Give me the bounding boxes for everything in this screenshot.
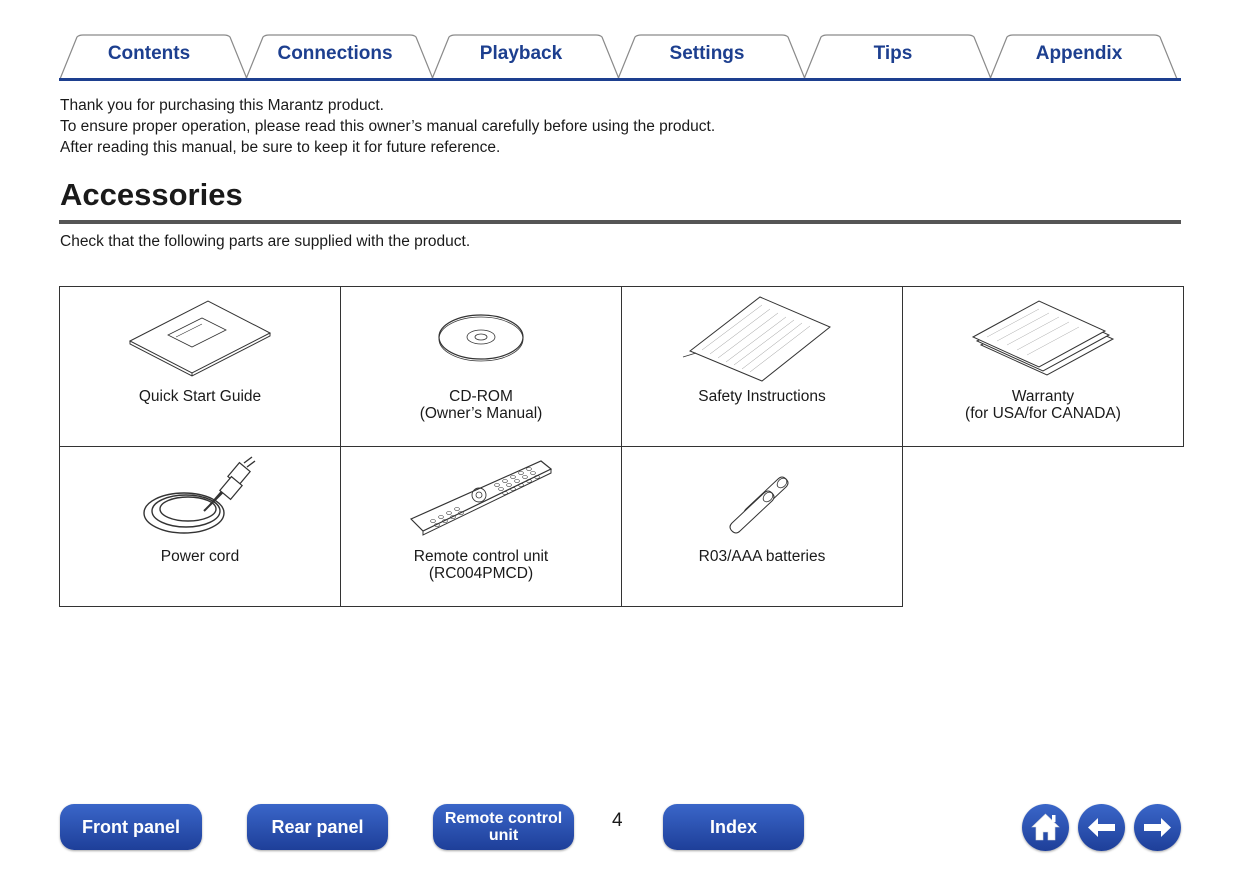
arrow-right-icon xyxy=(1134,804,1181,851)
tab-bar xyxy=(0,0,1240,84)
accessory-cell xyxy=(341,447,622,607)
remote-control-icon xyxy=(341,453,621,543)
accessory-cell xyxy=(60,287,341,447)
forward-button[interactable] xyxy=(1134,804,1181,851)
remote-control-unit-button[interactable] xyxy=(433,804,574,850)
accessory-name: CD-ROM xyxy=(449,388,513,405)
accessory-name: Power cord xyxy=(160,548,240,565)
section-intro: Check that the following parts are supplied with the product. xyxy=(60,233,471,250)
tab-connections[interactable]: Connections xyxy=(277,43,393,64)
section-title: Accessories xyxy=(60,177,243,212)
home-button[interactable] xyxy=(1022,804,1069,851)
accessory-cell xyxy=(622,447,903,607)
tab-playback[interactable]: Playback xyxy=(479,43,563,64)
empty-cell xyxy=(903,447,1184,607)
button-label: Remote control xyxy=(444,810,563,827)
index-button[interactable]: Index xyxy=(663,804,804,850)
accessory-detail: (Owner’s Manual) xyxy=(419,405,543,422)
tab-tips[interactable]: Tips xyxy=(873,43,913,64)
safety-instructions-icon xyxy=(622,293,902,383)
tab-contents[interactable]: Contents xyxy=(107,43,191,64)
back-button[interactable] xyxy=(1078,804,1125,851)
home-icon xyxy=(1022,804,1069,851)
quick-start-guide-icon xyxy=(60,293,340,383)
tab-settings[interactable]: Settings xyxy=(669,43,745,64)
tab-appendix[interactable]: Appendix xyxy=(1035,43,1123,64)
warranty-icon xyxy=(903,293,1183,383)
accessory-name: Safety Instructions xyxy=(698,388,826,405)
intro-line: After reading this manual, be sure to keep it for future reference. xyxy=(60,139,501,156)
accessory-cell xyxy=(903,287,1184,447)
accessory-detail: (RC004PMCD) xyxy=(428,565,534,582)
accessory-detail: (for USA/for CANADA) xyxy=(965,405,1121,422)
accessories-table xyxy=(59,286,1184,607)
page-number: 4 xyxy=(612,810,623,831)
accessory-cell xyxy=(622,287,903,447)
intro-text xyxy=(60,95,715,158)
cd-rom-icon xyxy=(341,293,621,383)
accessory-name: Warranty xyxy=(1011,388,1075,405)
power-cord-icon xyxy=(60,453,340,543)
arrow-left-icon xyxy=(1078,804,1125,851)
intro-line: Thank you for purchasing this Marantz product. xyxy=(60,97,384,114)
intro-line: To ensure proper operation, please read this owner’s manual carefully before using the product. xyxy=(60,118,716,135)
accessory-cell xyxy=(60,447,341,607)
rear-panel-button[interactable]: Rear panel xyxy=(247,804,388,850)
button-label: unit xyxy=(488,827,519,844)
batteries-icon xyxy=(622,453,902,543)
accessory-name: R03/AAA batteries xyxy=(698,548,826,565)
accessory-cell xyxy=(341,287,622,447)
accessory-name: Remote control unit xyxy=(413,548,549,565)
accessory-name: Quick Start Guide xyxy=(138,388,262,405)
section-divider xyxy=(59,220,1181,224)
tab-bar-outline xyxy=(0,0,1240,84)
front-panel-button[interactable]: Front panel xyxy=(60,804,202,850)
